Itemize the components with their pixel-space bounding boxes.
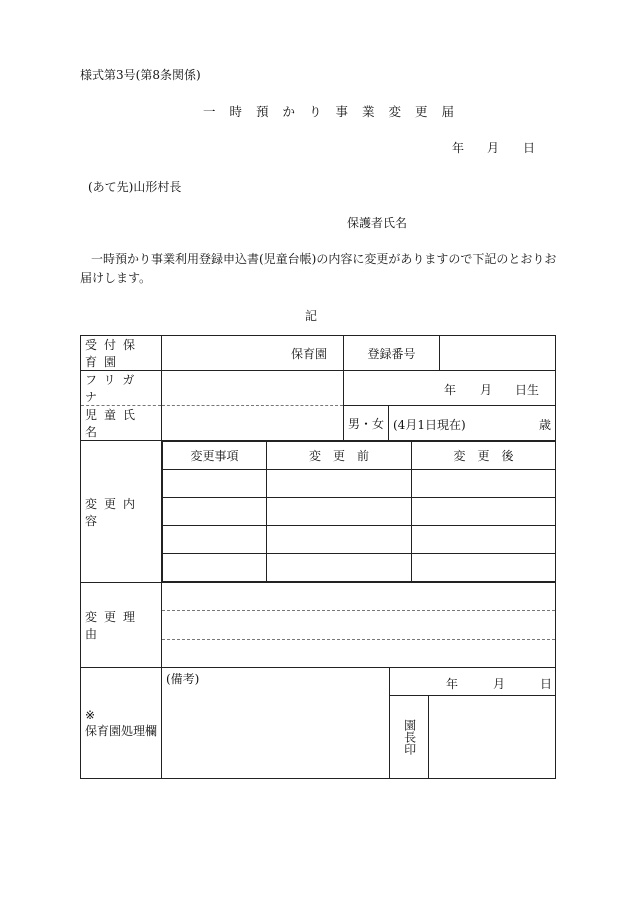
change-item-header: 変更事項 — [163, 442, 267, 470]
remarks-field[interactable] — [162, 668, 390, 778]
registration-number-label: 登録番号 — [344, 336, 440, 371]
child-name-label: 児童氏名 — [81, 406, 162, 441]
change-item-cell[interactable] — [163, 498, 267, 526]
change-after-header: 変 更 後 — [412, 442, 556, 470]
office-use-text: 保育園処理欄 — [85, 723, 158, 738]
change-before-cell[interactable] — [267, 526, 412, 554]
birth-year: 年 — [444, 383, 457, 397]
date-month: 月 — [487, 141, 500, 155]
office-month: 月 — [493, 677, 506, 691]
office-date-field[interactable] — [390, 668, 555, 696]
change-reason-label: 変更理由 — [81, 583, 162, 668]
addressee: (あて先)山形村長 — [88, 180, 182, 194]
ki-heading: 記 — [305, 309, 318, 323]
date-day: 日 — [523, 141, 536, 155]
form-number: 様式第3号(第8条関係) — [80, 68, 201, 82]
change-item-cell[interactable] — [163, 554, 267, 582]
change-before-cell[interactable] — [267, 498, 412, 526]
date-year: 年 — [452, 141, 465, 155]
receiving-nursery-label: 受付保育園 — [81, 336, 162, 371]
change-before-cell[interactable] — [267, 470, 412, 498]
change-after-cell[interactable] — [412, 470, 556, 498]
guardian-name-label: 保護者氏名 — [347, 216, 408, 230]
principal-seal-field[interactable] — [429, 696, 555, 778]
change-item-cell[interactable] — [163, 470, 267, 498]
age-field[interactable] — [389, 406, 556, 441]
birth-date-field[interactable] — [344, 371, 556, 406]
furigana-label: フリガナ — [81, 371, 162, 406]
change-after-cell[interactable] — [412, 526, 556, 554]
nursery-suffix: 保育園 — [290, 346, 327, 361]
change-before-header: 変 更 前 — [267, 442, 412, 470]
birth-day: 日生 — [515, 383, 540, 397]
furigana-field[interactable] — [162, 371, 344, 406]
body-text-line-1: 一時預かり事業利用登録申込書(児童台帳)の内容に変更がありますので下記のとおりお — [91, 252, 557, 266]
change-before-cell[interactable] — [267, 554, 412, 582]
change-after-cell[interactable] — [412, 554, 556, 582]
principal-seal-label: 園長印 — [390, 696, 429, 778]
change-form-table — [80, 335, 556, 779]
change-after-cell[interactable] — [412, 498, 556, 526]
as-of-date: (4月1日現在) — [393, 418, 466, 432]
page-title: 一時預かり事業変更届 — [203, 104, 469, 119]
gender-field[interactable]: 男・女 — [344, 406, 389, 441]
office-day: 日 — [540, 677, 553, 691]
change-content-label: 変更内容 — [81, 441, 162, 583]
office-use-label — [81, 668, 162, 779]
change-reason-field[interactable] — [162, 583, 556, 668]
remarks-label: (備考) — [166, 672, 200, 686]
office-year: 年 — [446, 677, 459, 691]
registration-number-field[interactable] — [440, 336, 556, 371]
office-mark: ※ — [85, 707, 96, 722]
body-text-line-2: 届けします。 — [80, 271, 152, 285]
office-use-area — [162, 668, 556, 779]
change-content-grid — [162, 441, 556, 583]
child-name-field[interactable] — [162, 406, 344, 441]
change-item-cell[interactable] — [163, 526, 267, 554]
birth-month: 月 — [480, 383, 493, 397]
receiving-nursery-field[interactable] — [162, 336, 344, 371]
age-unit: 歳 — [539, 418, 552, 432]
